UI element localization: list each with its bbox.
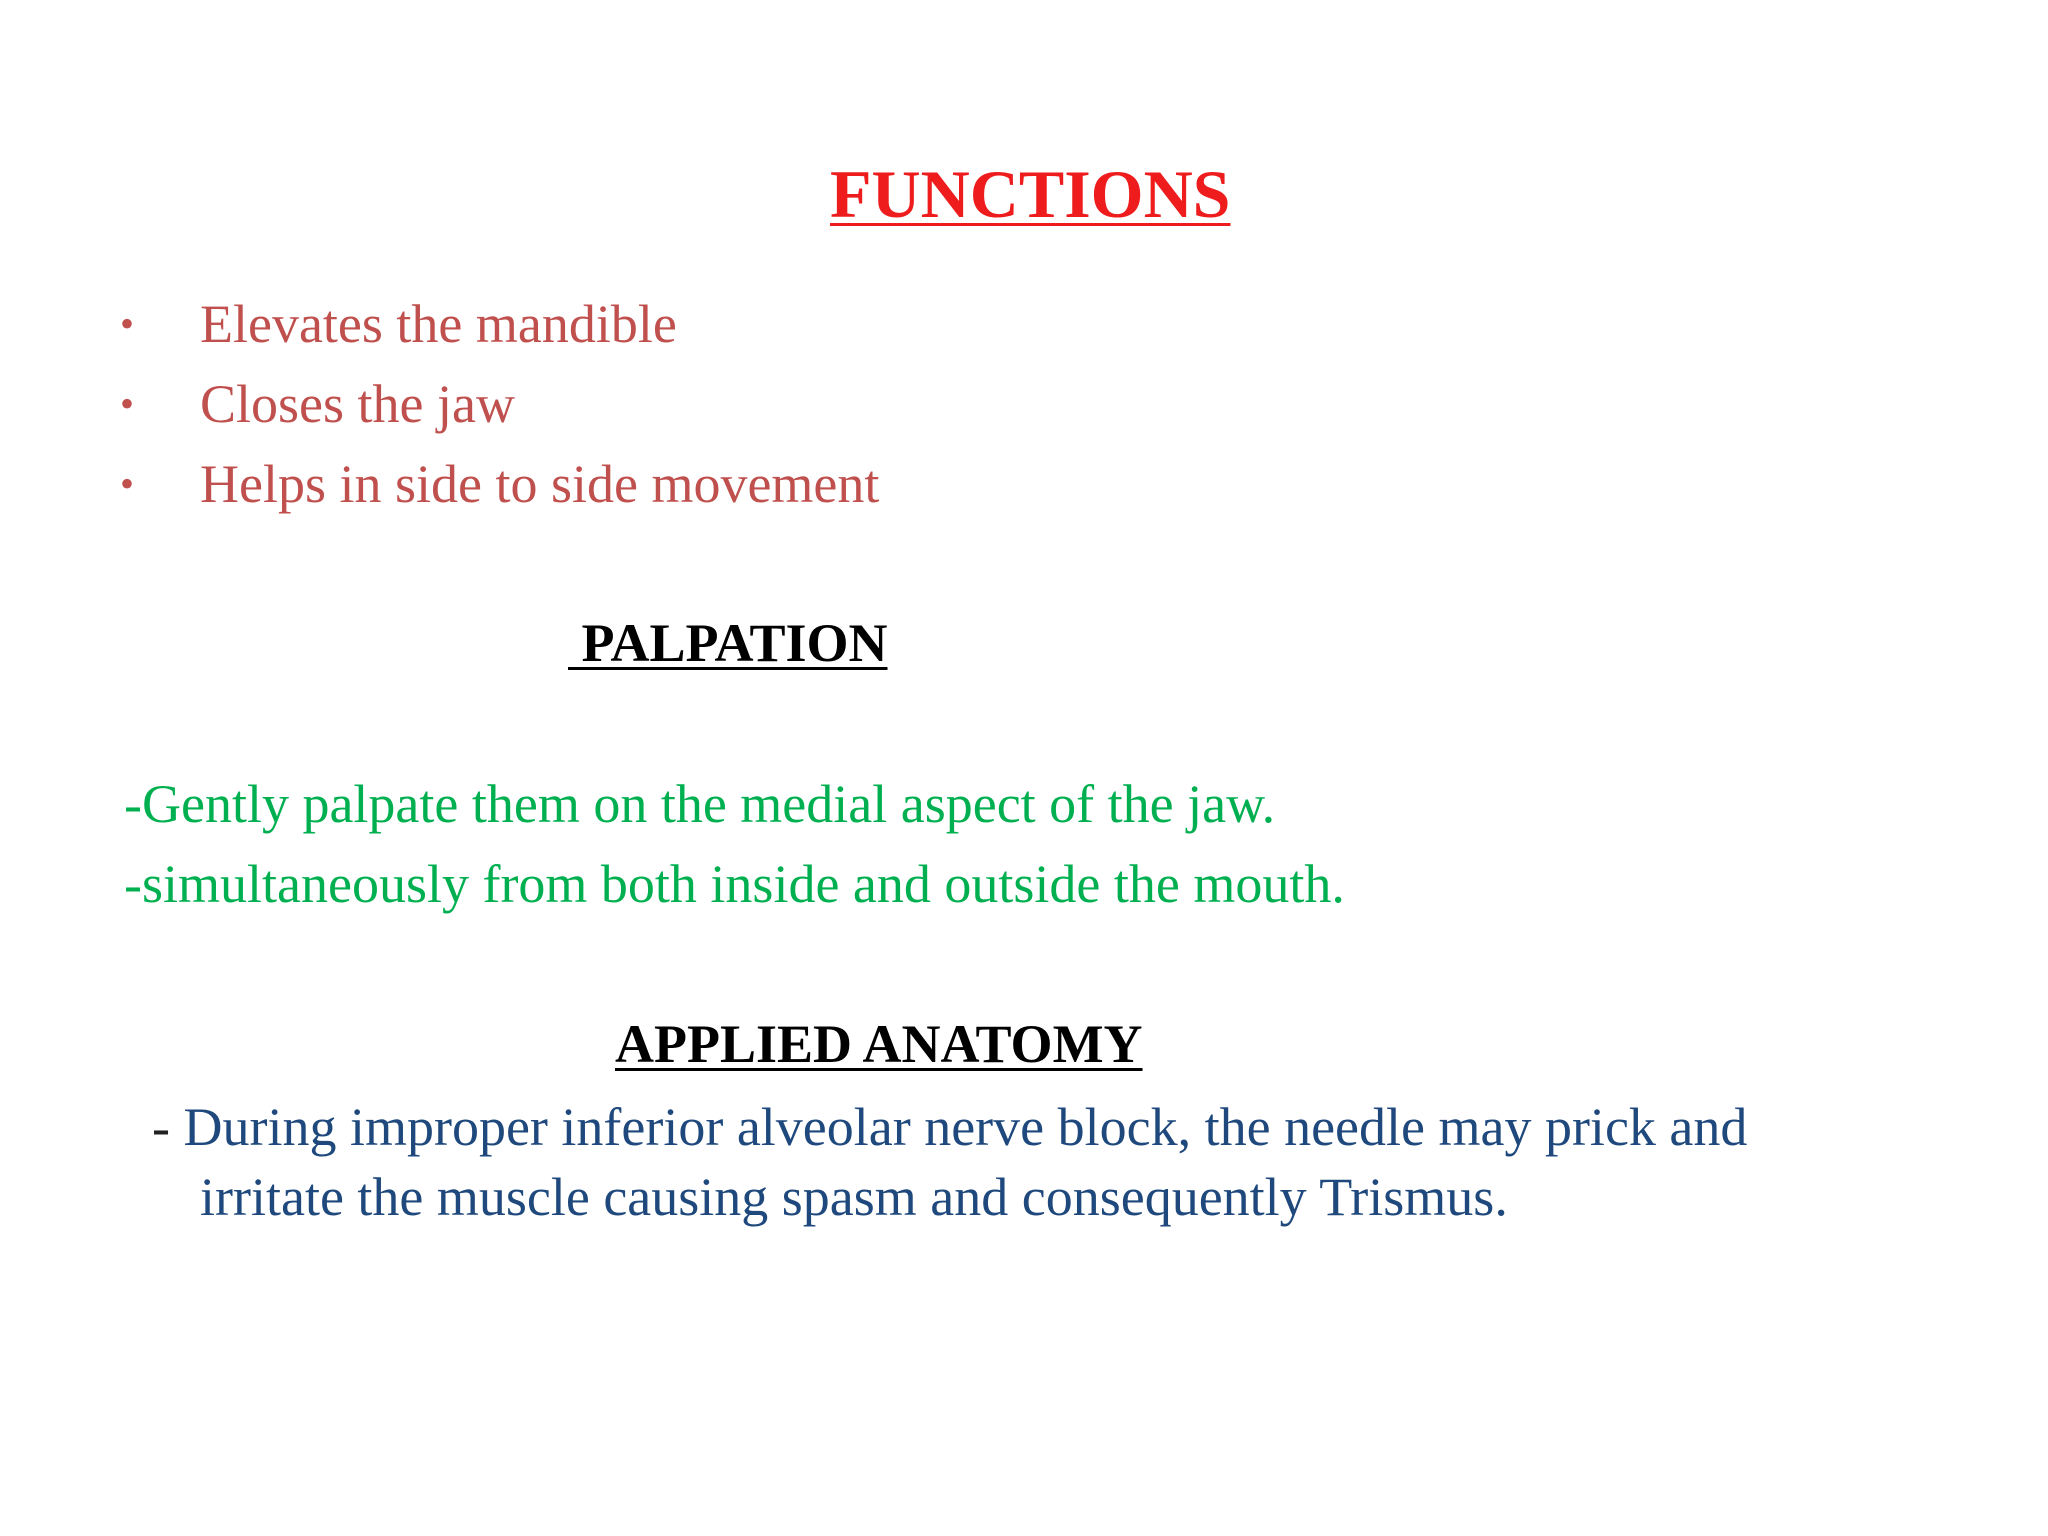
- list-item-text: Helps in side to side movement: [200, 454, 880, 514]
- bullet-icon: •: [120, 461, 135, 506]
- list-item-text: Closes the jaw: [200, 374, 515, 434]
- applied-anatomy-line-text: During improper inferior alveolar nerve block, the needle may prick and: [183, 1097, 1748, 1157]
- applied-anatomy-line-text: irritate the muscle causing spasm and consequently Trismus.: [200, 1167, 1508, 1227]
- palpation-line: -simultaneously from both inside and outside the mouth.: [124, 854, 1345, 914]
- list-item-text: Elevates the mandible: [200, 294, 677, 354]
- bullet-icon: •: [120, 381, 135, 426]
- applied-anatomy-line: [152, 1162, 1952, 1232]
- dash-marker: -: [152, 1097, 184, 1157]
- applied-anatomy-line: [152, 1092, 1952, 1162]
- applied-anatomy-heading: APPLIED ANATOMY: [615, 1014, 1143, 1074]
- palpation-line: -Gently palpate them on the medial aspect of the jaw.: [124, 774, 1276, 834]
- palpation-heading: PALPATION: [568, 613, 888, 673]
- palpation-text: [124, 764, 1345, 924]
- functions-heading: FUNCTIONS: [830, 156, 1231, 232]
- applied-anatomy-text: [152, 1092, 1952, 1232]
- bullet-icon: •: [120, 301, 135, 346]
